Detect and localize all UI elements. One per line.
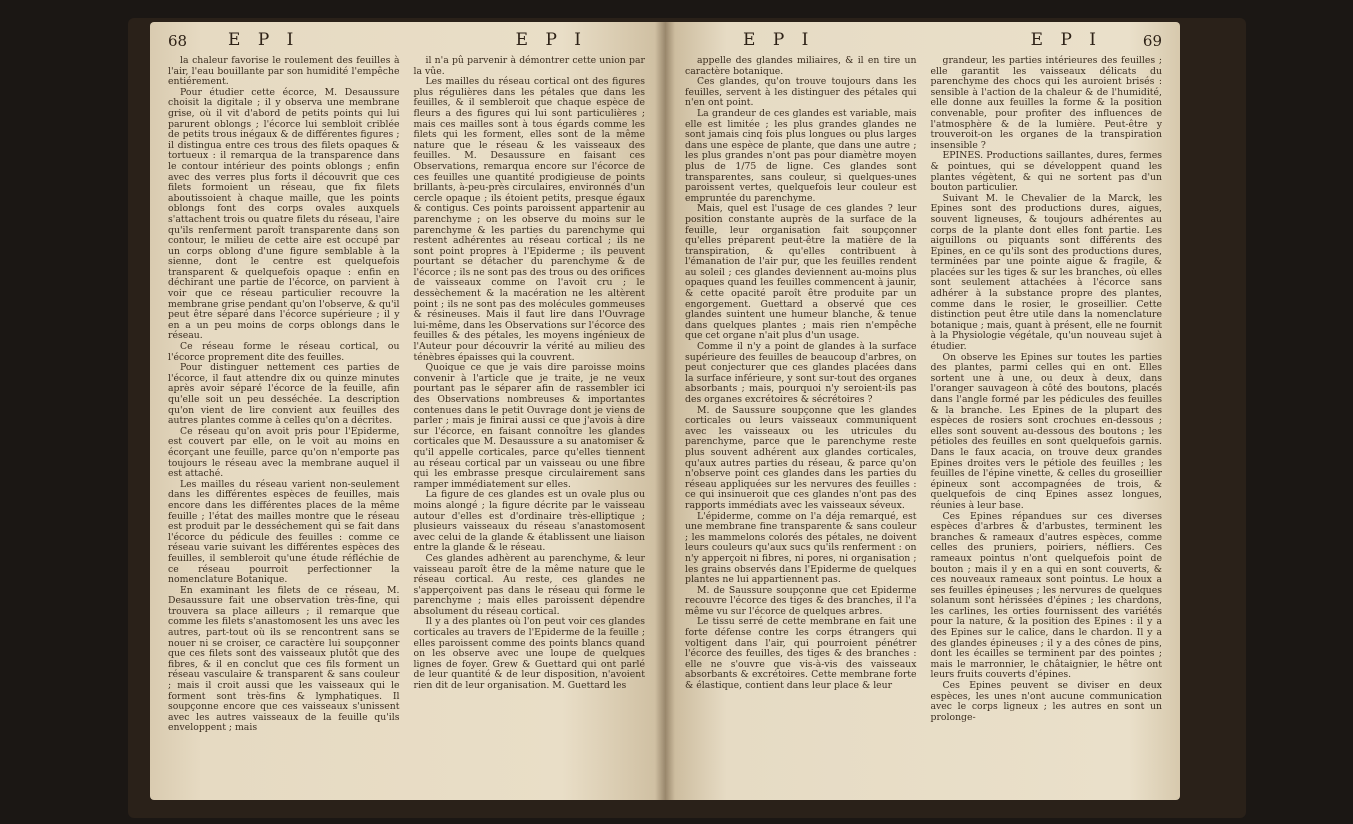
left-column-2 [414, 56, 646, 734]
left-column-1 [168, 56, 400, 734]
paragraph: Ce réseau qu'on avoit pris pour l'Epiderme, est couvert par elle, on le voit au moins en écorçant une feuille, parce qu'on n'emporte pas toujours le réseau avec la membrane auquel il est attaché. [168, 425, 400, 480]
right-column-2 [931, 56, 1163, 723]
paragraph: M. de Saussure soupçonne que cet Epiderme recouvre l'écorce des tiges & des branches, il l'a même vu sur l'écorce de quelques arbres. [685, 584, 917, 617]
paragraph: il n'a pû parvenir à démontrer cette union par la vûe. [413, 55, 645, 77]
paragraph: EPINES. Productions saillantes, dures, fermes & pointues, qui se développent quand les plantes végètent, & qui ne sortent pas d'un bouton particulier. [930, 150, 1162, 194]
right-page [665, 22, 1180, 800]
right-columns [685, 56, 1162, 723]
paragraph: Ces Epines répandues sur ces diverses espèces d'arbres & d'arbustes, terminent les branches & rameaux d'autres espèces, comme celles des pruniers, poiriers, néfliers. Ces rameaux pointus n'ont quelquefois point de bouton ; mais il y en a qui en sont couverts, & ces nouveaux rameaux sont pointus. Le houx a ses feuilles épineuses ; les nervures de quelques solanum sont hérissées d'épines ; les chardons, les carlines, les orties fournissent des variétés pour la nature, & la position des Epines : il y a des Epines sur le calice, dans le chardon. Il y a des glandes épineuses ; il y a des cônes de pins, dont les écailles se terminent par des pointes ; mais le marronnier, le châtaignier, le hêtre ont leurs fruits couverts d'épines. [930, 510, 1162, 681]
left-running-head [168, 30, 647, 54]
paragraph: Ces glandes, qu'on trouve toujours dans les feuilles, servent à les distinguer des pétales qui n'en ont point. [685, 76, 917, 109]
paragraph: Mais, quel est l'usage de ces glandes ? leur position constante auprès de la surface de la feuille, leur organisation fait soupçonner qu'elles préparent peut-être la matière de la transpiration, & qu'elles contribuent à l'émanation de l'air pur, que les feuilles rendent au soleil ; ces glandes deviennent au-moins plus opaques quand les feuilles commencent à jaunir, & cette opacité paroît être produite par un engorgement. Guettard a observé que ces glandes suintent une humeur blanche, & tenue dans quelques plantes ; mais rien n'empêche que cet organe n'ait plus d'un usage. [685, 203, 917, 342]
left-page [150, 22, 665, 800]
paragraph: Comme il n'y a point de glandes à la surface supérieure des feuilles de beaucoup d'arbres, on peut conjecturer que ces glandes placées dans la surface inférieure, y sont sur-tout des organes absorbants ; mais, pourquoi n'y seroient-ils pas des organes excrétoires & sécrétoires ? [685, 341, 917, 405]
paragraph: Les mailles du réseau varient non-seulement dans les différentes espèces de feuilles, mais encore dans les différentes places de la même feuille ; l'état des mailles montre que le réseau est produit par le desséchement qui se fait dans l'écorce du pédicule des feuilles : comme ce réseau varie suivant les différentes espèces des feuilles, il sembleroit qu'une étude réfléchie de ce réseau pourroit perfectionner la nomenclature Botanique. [168, 478, 400, 586]
paragraph: L'épiderme, comme on l'a déja remarqué, est une membrane fine transparente & sans couleur ; les mammelons colorés des pétales, ne doivent leurs couleurs qu'aux sucs qu'ils renferment : on n'y apperçoit ni fibres, ni pores, ni organisation ; les grains observés dans l'Epiderme de quelques plantes ne lui appartiennent pas. [685, 510, 917, 586]
paragraph: La figure de ces glandes est un ovale plus ou moins alongé ; la figure décrite par le vaisseau autour d'elles est d'ordinaire très-elliptique ; plusieurs vaisseaux du réseau s'anastomosent avec celui de la glande & établissent une liaison entre la glande & le réseau. [413, 489, 645, 554]
left-headword-right: E P I [515, 30, 587, 50]
paragraph: grandeur, les parties intérieures des feuilles ; elle garantit les vaisseaux délicats du parenchyme des chocs qui les auroient brisés : sensible à l'action de la chaleur & de l'humidité, elle donne aux feuilles la forme & la position convenable, pour profiter des influences de l'atmosphère & de la lumière. Peut-être y trouveroit-on les organes de la transpiration insensible ? [930, 55, 1162, 151]
book-gutter [655, 22, 675, 800]
paragraph: Il y a des plantes où l'on peut voir ces glandes corticales au travers de l'Epiderme de la feuille ; elles paroissent comme des points blancs quand on les observe avec une loupe de quelques lignes de foyer. Grew & Guettard qui ont parlé de leur quantité & de leur disposition, n'avoient rien dit de leur organisation. M. Guettard les [413, 616, 645, 692]
right-headword-right: E P I [1030, 30, 1102, 50]
left-headword: E P I [228, 30, 300, 50]
right-column-1 [685, 56, 917, 723]
right-page-number: 69 [1142, 32, 1162, 50]
paragraph: Le tissu serré de cette membrane en fait une forte défense contre les corps étrangers qui voltigent dans l'air, qui pourroient pénétrer l'écorce des feuilles, des tiges & des branches : elle ne s'ouvre que vis-à-vis des vaisseaux absorbants & excrétoires. Cette membrane forte & élastique, contient dans leur place & leur [685, 616, 917, 692]
paragraph: On observe les Epines sur toutes les parties des plantes, parmi celles qui en ont. Elles sortent une à une, ou deux à deux, dans l'oranger sauvageon à côté des boutons, placés dans l'angle formé par les pédicules des feuilles & la branche. Les Epines de la plupart des espèces de rosiers sont crochues en-dessous ; elles sont souvent au-dessous des boutons ; les pétioles des feuilles en sont quelquefois garnis. Dans le faux acacia, on trouve deux grandes Epines droites vers le pétiole des feuilles ; les feuilles de l'épine vinette, & celles du groseillier épineux sont accompagnées de trois, & quelquefois de cinq Epines assez longues, réunies à leur base. [930, 351, 1162, 511]
paragraph: la chaleur favorise le roulement des feuilles à l'air, l'eau bouillante par son humidité l'empêche entiérement. [168, 55, 400, 88]
left-columns [168, 56, 645, 734]
paragraph: Ces Epines peuvent se diviser en deux espèces, les unes n'ont aucune communication avec le corps ligneux ; les autres en sont un prolonge- [930, 680, 1162, 723]
paragraph: Ces glandes adhèrent au parenchyme, & leur vaisseau paroît être de la même nature que le réseau cortical. Au reste, ces glandes ne s'apperçoivent pas dans le réseau qui forme le parenchyme ; mais elles paroissent dépendre absolument du réseau cortical. [413, 552, 645, 617]
right-headword: E P I [743, 30, 815, 50]
paragraph: Pour distinguer nettement ces parties de l'écorce, il faut attendre dix ou quinze minutes après avoir séparé l'écorce de la feuille, afin qu'elle soit un peu desséchée. La description qu'on vient de lire convient aux feuilles des autres plantes comme à celles qu'on a décrites. [168, 362, 400, 427]
paragraph: Ce réseau forme le réseau cortical, ou l'écorce proprement dite des feuilles. [168, 341, 400, 363]
left-page-number: 68 [168, 32, 188, 50]
right-running-head [683, 30, 1162, 54]
paragraph: La grandeur de ces glandes est variable, mais elle est limitée ; les plus grandes glandes ne sont jamais cinq fois plus longues ou plus larges dans une espèce de plante, que dans une autre ; les plus grandes n'ont pas pour diamètre moyen plus de 1/75 de ligne. Ces glandes sont transparentes, sans couleur, si quelques-unes paroissent vertes, quelquefois leur couleur est empruntée du parenchyme. [685, 107, 917, 204]
paragraph: M. de Saussure soupçonne que les glandes corticales ou leurs vaisseaux communiquent avec les vaisseaux ou les utricules du parenchyme, parce que le parenchyme reste plus souvent adhérent aux glandes corticales, qu'aux autres parties du réseau, & parce qu'on n'observe point ces glandes dans les parties du réseau appliquées sur les nervures des feuilles : ce qui insinueroit que ces glandes n'ont pas des rapports immédiats avec les vaisseaux séveux. [685, 404, 917, 511]
paragraph: Les mailles du réseau cortical ont des figures plus régulières dans les pétales que dans les feuilles, & il sembleroit que chaque espèce de fleurs a des figures qui lui sont particulières ; mais ces mailles sont à tous égards comme les filets qui les forment, elles sont de la même nature que le réseau & les vaisseaux des feuilles. M. Desaussure en faisant ces Observations, remarqua encore sur l'écorce de ces feuilles une quantité prodigieuse de points brillants, à-peu-près circulaires, environnés d'un cercle opaque ; ils étoient petits, presque égaux & contigus. Ces points paroissent appartenir au parenchyme ; on les observe du moins sur le parenchyme & les parties du parenchyme qui restent adhérentes au réseau cortical ; ils ne sont point propres à l'Epiderme ; ils peuvent pourtant se détacher du parenchyme & de l'écorce ; ils ne sont pas des trous ou des orifices de vaisseaux comme on l'avoit cru ; le dessèchement & la macération ne les altèrent point ; ils ne sont pas des molécules gommeuses & résineuses. Mais il faut lire dans l'Ouvrage lui-même, dans les Observations sur l'écorce des feuilles & des pétales, les moyens ingénieux de l'Auteur pour découvrir la vérité au milieu des ténèbres épaisses qui la couvrent. [413, 76, 646, 363]
paragraph: Suivant M. le Chevalier de la Marck, les Epines sont des productions dures, aigues, souvent ligneuses, & toujours adhérentes au corps de la plante dont elles font partie. Les aiguillons ou piquants sont différents des Epines, en ce qu'ils sont des productions dures, terminées par une pointe aigue & fragile, & placées sur les tiges & sur les branches, où elles sont seulement attachées à l'écorce sans adhérer à la substance propre des plantes, comme dans le rosier, le groseillier. Cette distinction peut être utile dans la nomenclature botanique ; mais, quant à présent, elle ne fournit à la Physiologie végétale, qu'un nouveau sujet à étudier. [930, 192, 1162, 353]
paragraph: Pour étudier cette écorce, M. Desaussure choisit la digitale ; il y observa une membrane grise, où il vit d'abord de petits points qui lui parurent oblongs ; l'écorce lui sembloit criblée de petits trous inégaux & de différentes figures ; il distingua entre ces trous des filets opaques & tortueux : il remarqua de la transparence dans le contour intérieur des points oblongs ; enfin avec des verres plus forts il découvrit que ces filets formoient un réseau, que fix filets aboutissoient à chaque maille, que les points oblongs font des corps ovales auxquels s'attachent trois ou quatre filets du réseau, l'aire qu'ils renferment paroît transparente dans son contour, le milieu de cette aire est occupé par un corps oblong d'une figure semblable à la sienne, dont le centre est quelquefois transparent & quelquefois opaque : enfin en déchirant une partie de l'écorce, on parvient à voir que ce réseau particulier recouvre la membrane grise pendant qu'on l'observe, & qu'il peut être séparé dans l'écorce supérieure ; il y en a un peu moins de corps oblongs dans le réseau. [168, 86, 400, 342]
paragraph: appelle des glandes miliaires, & il en tire un caractère botanique. [685, 55, 917, 77]
paragraph: Quoique ce que je vais dire paroisse moins convenir à l'article que je traite, je ne veux pourtant pas le séparer afin de rassembler ici des Observations nombreuses & importantes contenues dans le petit Ouvrage dont je viens de parler ; mais je finirai aussi ce que j'avois à dire sur l'écorce, en faisant connoître les glandes corticales que M. Desaussure a su anatomiser & qu'il appelle corticales, parce qu'elles tiennent au réseau cortical par un vaisseau ou une fibre qui les embrasse presque circulairement sans ramper immédiatement sur elles. [413, 362, 645, 490]
paragraph: En examinant les filets de ce réseau, M. Desaussure fait une observation très-fine, qui trouvera sa place ailleurs ; il remarque que comme les filets s'anastomosent les uns avec les autres, part-tout où ils se rencontrent sans se nouer ni se croiser, ce caractère lui soupçonner que ces filets sont des vaisseaux plutôt que des fibres, & il en conclut que ces fils forment un réseau vasculaire & transparent & sans couleur ; mais il croit aussi que les vaisseaux qui le forment sont très-fins & lymphatiques. Il soupçonne encore que ces vaisseaux s'unissent avec les autres vaisseaux de la feuille qu'ils enveloppent ; mais [168, 584, 400, 734]
